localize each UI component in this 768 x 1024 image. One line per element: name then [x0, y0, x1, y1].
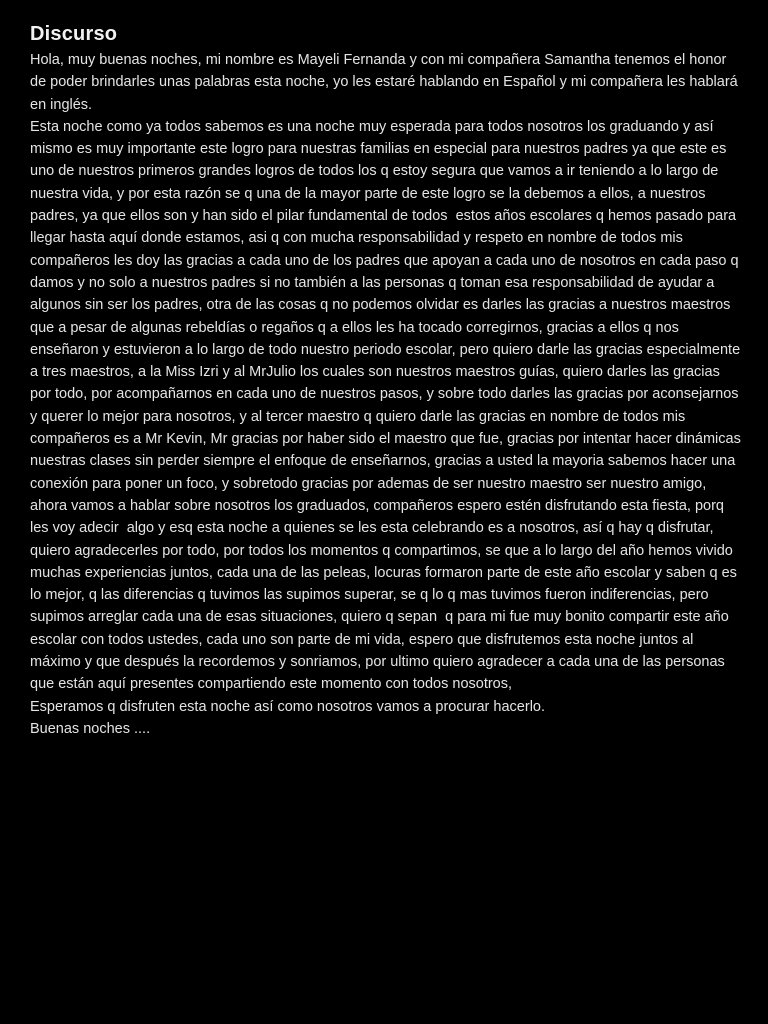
- note-paragraph-farewell: Buenas noches ....: [30, 720, 151, 737]
- note-title: Discurso: [30, 23, 118, 45]
- note-document: [30, 20, 745, 740]
- note-paragraph-greeting: Hola, muy buenas noches, mi nombre es Mayeli Fernanda y con mi compañera Samantha tenemos el honor de poder brindarles unas palabras esta noche, yo les estaré hablando en Español y mi compañera les hablará en inglés.: [30, 52, 742, 113]
- note-body[interactable]: [30, 49, 745, 740]
- note-paragraph-closing: Esperamos q disfruten esta noche así como nosotros vamos a procurar hacerlo.: [30, 698, 546, 715]
- note-paragraph-main: Esta noche como ya todos sabemos es una noche muy esperada para todos nosotros los graduando y así mismo es muy importante este logro para nuestras familias en especial para nuestros padres ya que este es uno de nuestros primeros grandes logros de todos los q estoy segura que vamos a ir teniendo a lo largo de nuestra vida, y por esta razón se q una de la mayor parte de este logro se la debemos a ellos, a nuestros padres, ya que ellos son y han sido el pilar fundamental de todos estos años escolares q hemos pasado para llegar hasta aquí donde estamos, asi q con mucha responsabilidad y respeto en nombre de todos mis compañeros les doy las gracias a cada uno de los padres que apoyan a cada uno de nosotros en cada paso q damos y no solo a nuestros padres si no también a las personas q toman esa responsabilidad de ayudar a algunos sin ser los padres, otra de las cosas q no podemos olvidar es darles las gracias a nuestros maestros que a pesar de algunas rebeldías o regaños q a ellos les ha tocado corregirnos, gracias a ellos q nos enseñaron y estuvieron a lo largo de todo nuestro periodo escolar, pero quiero darle las gracias especialmente a tres maestros, a la Miss Izri y al MrJulio los cuales son nuestros maestros guías, quiero darles las gracias por todo, por acompañarnos en cada uno de nuestros pasos, y sobre todo darles las gracias por aconsejarnos y querer lo mejor para nosotros, y al tercer maestro q quiero darle las gracias en nombre de todos mis compañeros es a Mr Kevin, Mr gracias por haber sido el maestro que fue, gracias por intentar hacer dinámicas nuestras clases sin perder siempre el enfoque de enseñarnos, gracias a usted la mayoria sabemos hacer una conexión para poner un foco, y sobretodo gracias por ademas de ser nuestro maestro ser nuestro amigo, ahora vamos a hablar sobre nosotros los graduados, compañeros espero estén disfrutando esta fiesta, porq les voy adecir algo y esq esta noche a quienes se les esta celebrando es a nosotros, así q hay q disfrutar, quiero agradecerles por todo, por todos los momentos q compartimos, se que a lo largo del año hemos vivido muchas experiencias juntos, cada una de las peleas, locuras formaron parte de este año escolar y saben q es lo mejor, q las diferencias q tuvimos las supimos superar, se q lo q mas tuvimos fueron indiferencias, pero supimos arreglar cada una de esas situaciones, quiero q sepan q para mi fue muy bonito compartir este año escolar con todos ustedes, cada uno son parte de mi vida, espero que disfrutemos esta noche juntos al máximo y que después la recordemos y sonriamos, por ultimo quiero agradecer a cada una de las personas que están aquí presentes compartiendo este momento con todos nosotros,: [30, 118, 745, 693]
